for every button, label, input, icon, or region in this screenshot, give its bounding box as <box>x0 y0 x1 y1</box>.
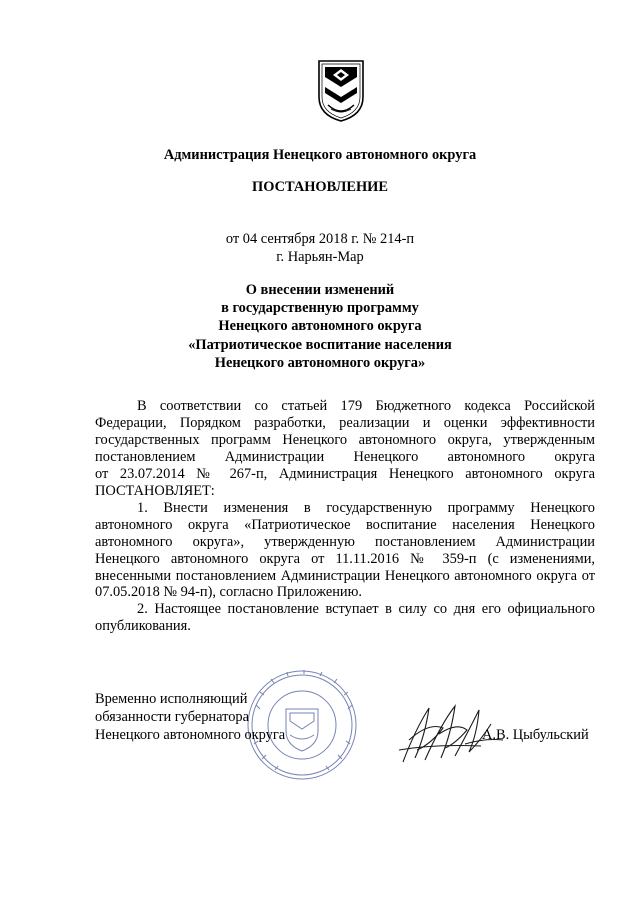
position-line: Ненецкого автономного округа <box>95 727 286 743</box>
intro-tail: от 23.07.2014 № 267-п, Администрация Ненецкого автономного округа ПОСТАНОВЛЯЕТ: <box>95 465 595 499</box>
title-line: в государственную программу <box>221 300 419 317</box>
title-line: О внесении изменений <box>245 282 395 298</box>
title-line: «Патриотическое воспитание населения <box>188 336 452 353</box>
document-type: ПОСТАНОВЛЕНИЕ <box>252 179 388 195</box>
organization-name: Администрация Ненецкого автономного округа <box>163 147 477 163</box>
intro-word: Ненецкого <box>353 448 419 465</box>
document-date-number: от 04 сентября 2018 г. № 214-п <box>225 231 415 247</box>
signer-name: А.В. Цыбульский <box>482 727 589 743</box>
position-line: Временно исполняющий <box>95 691 248 707</box>
intro-word: автономного <box>447 448 526 465</box>
position-line: обязанности губернатора <box>95 709 249 725</box>
item-1-paragraph: 1. Внести изменения в государственную программу Ненецкого автономного округа «Патриотическое воспитание населения Ненецкого автономного округа», утвержденную постановлением Администрации Ненецкого автономного округа от 11.11.2016 № 359-п (с изменениями, внесенными постановлением Администрации Ненецкого автономного округа от 07.05.2018 № 94-п), согласно Приложению. <box>95 499 595 601</box>
document-body <box>95 398 595 635</box>
intro-word: округа <box>554 448 595 465</box>
intro-word: постановлением <box>95 448 196 465</box>
document-city: г. Нарьян-Мар <box>276 249 364 265</box>
document-title <box>0 281 640 372</box>
title-line: Ненецкого автономного округа» <box>214 354 426 371</box>
intro-paragraph: В соответствии со статьей 179 Бюджетного кодекса Российской Федерации, Порядком разработки, реализации и оценки эффективности государственных программ Ненецкого автономного округа, утвержденным <box>95 398 595 448</box>
intro-spread-line <box>95 449 595 466</box>
title-line: Ненецкого автономного округа <box>218 318 422 335</box>
intro-word: Администрации <box>224 448 325 465</box>
signatory-position <box>95 690 285 744</box>
item-2-paragraph: 2. Настоящее постановление вступает в силу со дня его официального опубликования. <box>95 601 595 635</box>
coat-of-arms-icon <box>316 57 366 123</box>
